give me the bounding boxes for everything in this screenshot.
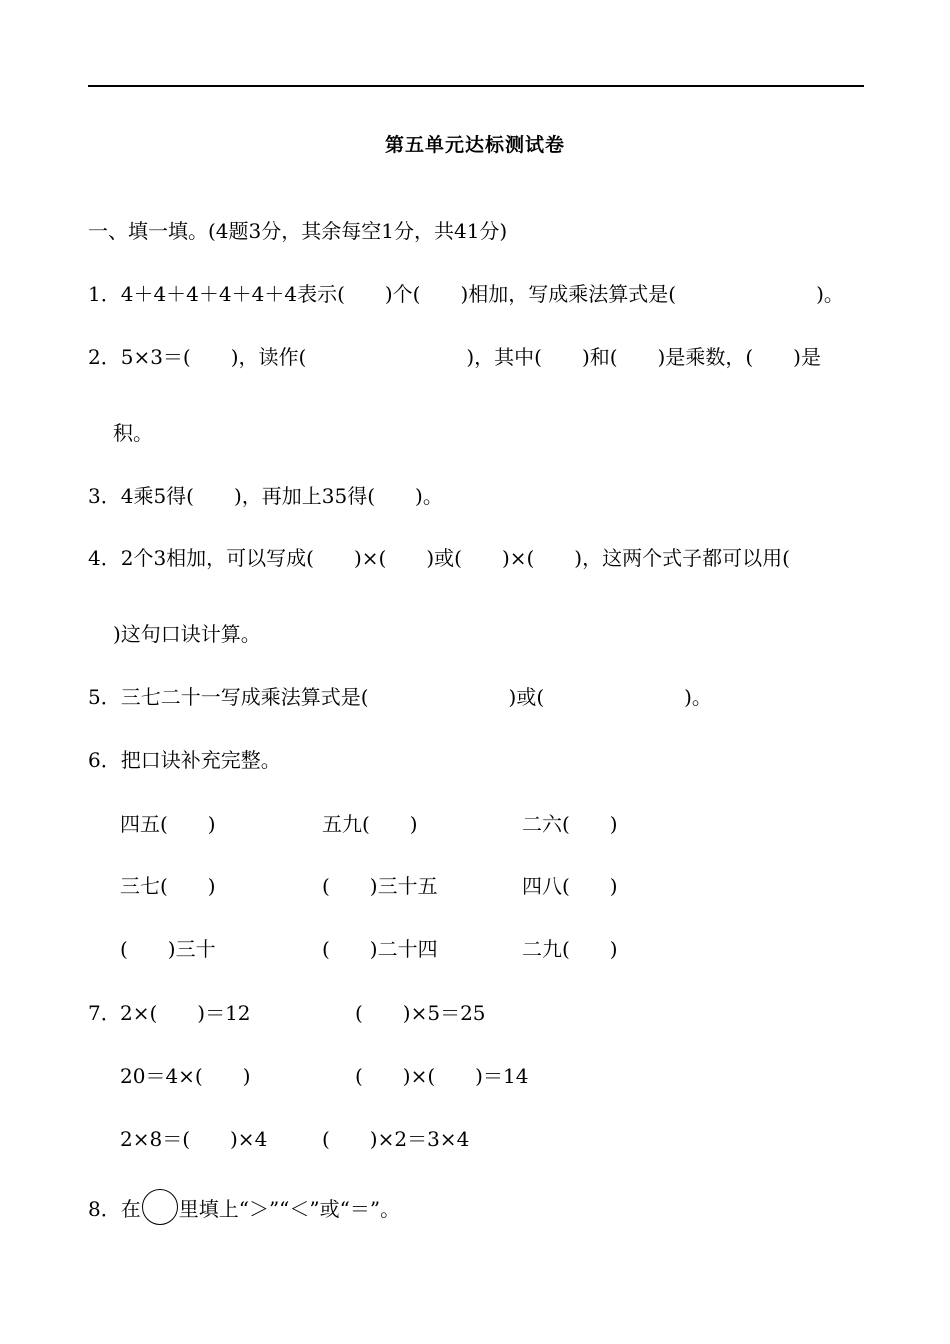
question-6: 6．把口诀补充完整。 (88, 748, 281, 772)
question-4-line-2: )这句口诀计算。 (113, 622, 261, 646)
question-4-line-1: 4．2个3相加，可以写成( )×( )或( )×( )，这两个式子都可以用( (88, 546, 790, 570)
rhyme-item: 二九( ) (522, 937, 618, 961)
equation-item: 2×( )＝12 (120, 1001, 251, 1025)
rhyme-item: ( )三十 (120, 937, 216, 961)
equation-item: 20＝4×( ) (120, 1064, 251, 1088)
page-title: 第五单元达标测试卷 (384, 134, 565, 156)
header-rule (88, 85, 864, 87)
rhyme-item: 三七( ) (120, 874, 216, 898)
question-2-line-1: 2．5×3＝( )，读作( )，其中( )和( )是乘数，( )是 (88, 345, 821, 369)
question-1: 1．4＋4＋4＋4＋4＋4表示( )个( )相加，写成乘法算式是( )。 (88, 282, 844, 306)
rhyme-item: 二六( ) (522, 812, 618, 836)
circle-icon (142, 1189, 178, 1225)
question-8-after: 里填上“＞”“＜”或“＝”。 (178, 1197, 401, 1221)
rhyme-item: 四五( ) (120, 812, 216, 836)
equation-item: ( )×( )＝14 (355, 1064, 529, 1088)
equation-item: ( )×2＝3×4 (322, 1127, 470, 1151)
rhyme-item: 四八( ) (522, 874, 618, 898)
equation-item: 2×8＝( )×4 (120, 1127, 268, 1151)
question-2-line-2: 积。 (113, 421, 153, 445)
question-8-before: 8．在 (88, 1197, 141, 1221)
equation-item: ( )×5＝25 (355, 1001, 486, 1025)
section-heading: 一、填一填。(4题3分，其余每空1分，共41分) (88, 219, 508, 243)
rhyme-item: ( )二十四 (322, 937, 438, 961)
question-5: 5．三七二十一写成乘法算式是( )或( )。 (88, 685, 712, 709)
question-8 (88, 1189, 400, 1225)
question-3: 3．4乘5得( )，再加上35得( )。 (88, 484, 443, 508)
rhyme-item: 五九( ) (322, 812, 418, 836)
rhyme-item: ( )三十五 (322, 874, 438, 898)
question-7-number: 7． (88, 1001, 121, 1025)
